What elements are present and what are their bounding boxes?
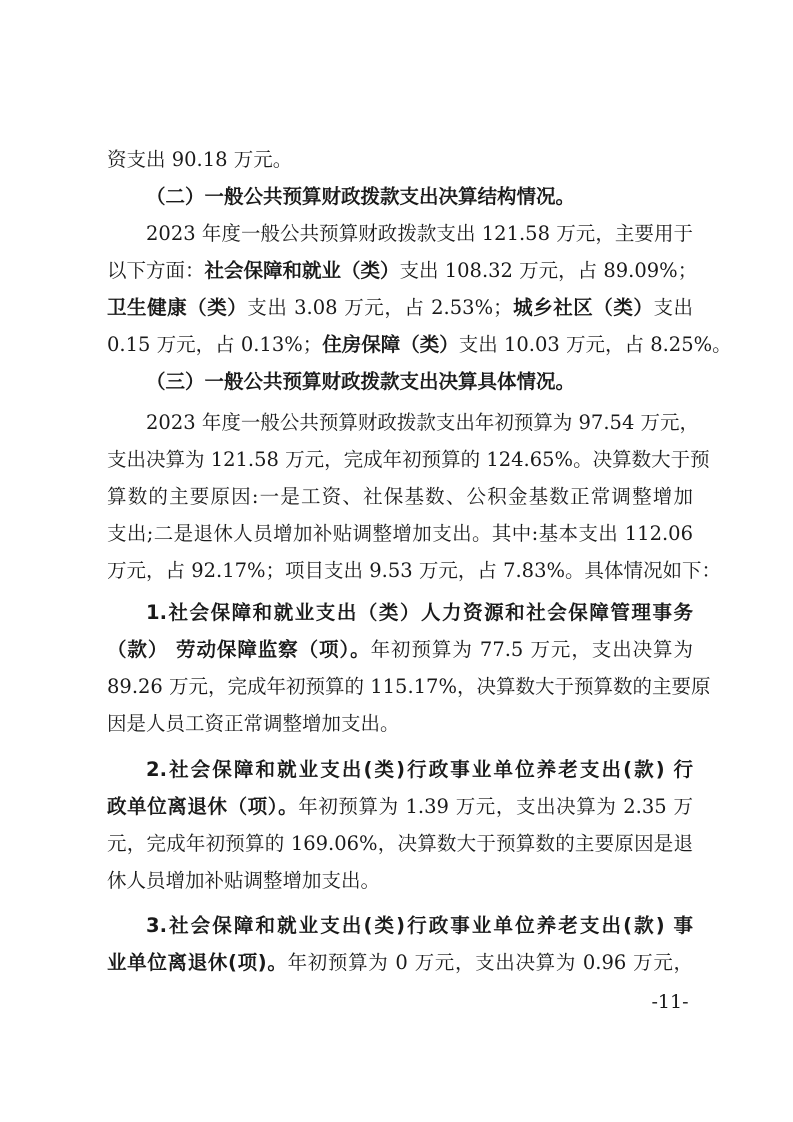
text-run: 年初预算为 77.5 万元，支出决算为 <box>370 638 693 661</box>
bold-text-run: 住房保障（类） <box>322 333 459 356</box>
text-line <box>107 253 698 289</box>
text-run: 支出决算为 121.58 万元，完成年初预算的 124.65%。决算数大于预 <box>107 448 710 471</box>
text-line <box>107 669 711 705</box>
text-line <box>107 553 722 589</box>
section-heading <box>146 179 693 215</box>
bold-text-run: 城乡社区（类） <box>512 296 654 319</box>
text-run: 资支出 90.18 万元。 <box>107 148 293 171</box>
item-heading <box>146 908 693 944</box>
text-run: 2023 年度一般公共预算财政拨款支出 121.58 万元，主要用于 <box>146 222 693 245</box>
text-run: 支出 <box>653 296 693 319</box>
text-run: 休人员增加补贴调整增加支出。 <box>107 869 381 892</box>
text-run: 2023 年度一般公共预算财政拨款支出年初预算为 97.54 万元， <box>146 411 700 434</box>
item-heading <box>146 595 693 631</box>
text-run: 支出 3.08 万元，占 2.53%； <box>247 296 513 319</box>
text-run: 年初预算为 1.39 万元，支出决算为 2.35 万 <box>298 795 693 818</box>
bold-text-run: （三）一般公共预算财政拨款支出决算具体情况。 <box>146 370 576 393</box>
item-heading <box>146 752 693 788</box>
bold-text-run: 1.社会保障和就业支出（类）人力资源和社会保障管理事务 <box>146 601 693 624</box>
text-line <box>107 142 693 178</box>
bold-text-run: 3.社会保障和就业支出(类)行政事业单位养老支出(款) 事 <box>146 914 693 937</box>
text-run: 年初预算为 0 万元，支出决算为 0.96 万元， <box>287 951 694 974</box>
section-heading <box>146 364 693 400</box>
text-run: 支出 10.03 万元，占 8.25%。 <box>458 333 732 356</box>
text-line <box>107 945 693 981</box>
text-line <box>107 290 693 326</box>
text-line <box>107 516 693 552</box>
text-line <box>107 863 693 899</box>
text-line <box>146 216 693 252</box>
text-run: 因是人员工资正常调整增加支出。 <box>107 712 400 735</box>
bold-text-run: 卫生健康（类） <box>107 296 248 319</box>
text-run: 0.15 万元，占 0.13%； <box>107 333 323 356</box>
bold-text-run: 社会保障和就业（类） <box>204 259 400 282</box>
text-line <box>107 826 693 862</box>
text-run: 以下方面： <box>107 259 205 282</box>
text-run: 万元，占 92.17%；项目支出 9.53 万元，占 7.83%。具体情况如下： <box>107 559 722 582</box>
text-run: 支出 108.32 万元，占 89.09%； <box>399 259 698 282</box>
text-line <box>107 327 732 363</box>
bold-text-run: 业单位离退休(项)。 <box>107 951 288 974</box>
text-line <box>107 789 693 825</box>
text-line <box>146 405 700 441</box>
bold-text-run: （二）一般公共预算财政拨款支出决算结构情况。 <box>146 185 576 208</box>
text-line <box>107 442 710 478</box>
bold-text-run: （款） 劳动保障监察（项）。 <box>107 638 371 661</box>
text-line <box>107 706 693 742</box>
bold-text-run: 2.社会保障和就业支出(类)行政事业单位养老支出(款) 行 <box>146 758 693 781</box>
page-number: -11- <box>651 991 689 1013</box>
text-run: 元，完成年初预算的 169.06%，决算数大于预算数的主要原因是退 <box>107 832 693 855</box>
text-run: 支出;二是退休人员增加补贴调整增加支出。其中:基本支出 112.06 <box>107 522 693 545</box>
text-run: 算数的主要原因:一是工资、社保基数、公积金基数正常调整增加 <box>107 485 693 508</box>
text-line <box>107 479 693 515</box>
text-line <box>107 632 693 668</box>
bold-text-run: 政单位离退休（项）。 <box>107 795 299 818</box>
text-run: 89.26 万元，完成年初预算的 115.17%，决算数大于预算数的主要原 <box>107 675 711 698</box>
